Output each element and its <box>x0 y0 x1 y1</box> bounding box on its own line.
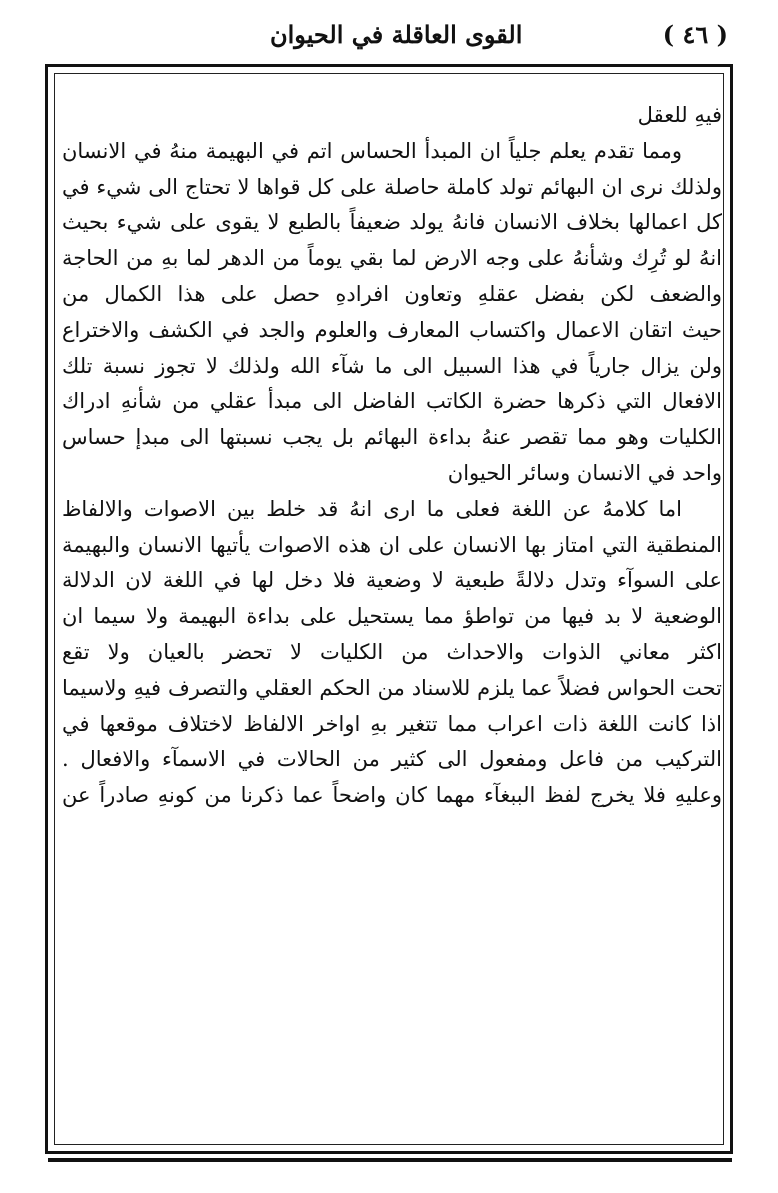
running-title: القوى العاقلة في الحيوان <box>270 19 523 49</box>
text-line: ولن يزال جارياً في هذا السبيل الى ما شآء الله ولذلك لا تجوز نسبة تلك <box>62 353 722 378</box>
body-text <box>62 98 722 814</box>
text-line: تحت الحواس فضلاً عما يلزم للاسناد من الحكم العقلي والتصرف فيهِ ولاسيما <box>62 675 722 700</box>
text-line: الكليات وهو مما تقصر عنهُ بداءة البهائم بل يجب نسبتها الى مبدإ حساس <box>62 425 722 450</box>
text-line: اما كلامهُ عن اللغة فعلى ما ارى انهُ قد خلط بين الاصوات والالفاظ <box>62 496 682 521</box>
text-line: الوضعية لا بد فيها من تواطؤ مما يستحيل على بداءة البهيمة ولا سيما ان <box>62 604 722 629</box>
text-line: فيهِ للعقل <box>637 103 722 127</box>
text-line: واحد في الانسان وسائر الحيوان <box>447 460 722 485</box>
text-line: حيث اتقان الاعمال واكتساب المعارف والعلوم والجد في الكشف والاختراع <box>62 317 722 342</box>
text-line: وعليهِ فلا يخرج لفظ الببغآء مهما كان واضحاً عما ذكرنا من كونهِ صادراً عن <box>62 783 722 808</box>
text-line: على السوآء وتدل دلالةً طبعية لا وضعية فلا دخل لها في اللغة لان الدلالة <box>62 568 722 593</box>
text-line: كل اعمالها بخلاف الانسان فانهُ يولد ضعيفاً بالطبع لا يقوى على شيء بحيث <box>62 210 722 235</box>
text-line: انهُ لو تُرِك وشأنهُ على وجه الارض لما بقي يوماً من الدهر لما بهِ من الحاجة <box>62 246 722 271</box>
text-line: الافعال التي ذكرها حضرة الكاتب الفاضل الى مبدأ عقلي من شأنهِ ادراك <box>62 389 722 414</box>
text-line: التركيب من فاعل ومفعول الى كثير من الحالات في الاسمآء والافعال . <box>62 747 722 772</box>
page-number: ( ٤٦ ) <box>662 19 728 49</box>
text-line: ومما تقدم يعلم جلياً ان المبدأ الحساس اتم في البهيمة منهُ في الانسان <box>62 138 682 163</box>
text-line: والضعف لكن بفضل عقلهِ وتعاون افرادهِ حصل على هذا الكمال من <box>62 281 722 306</box>
text-line: اذا كانت اللغة ذات اعراب مما تتغير بهِ اواخر الالفاظ لاختلاف موقعها في <box>62 711 722 736</box>
text-line: المنطقية التي امتاز بها الانسان على ان هذه الاصوات يأتيها الانسان والبهيمة <box>62 532 722 557</box>
text-line: ولذلك نرى ان البهائم تولد كاملة حاصلة على كل قواها لا تحتاج الى شيء في <box>62 174 722 199</box>
bottom-rule <box>48 1158 732 1162</box>
text-line: اكثر معاني الذوات والاحداث من الكليات لا تحضر بالعيان ولا تقع <box>62 639 722 664</box>
page-header <box>70 14 728 54</box>
